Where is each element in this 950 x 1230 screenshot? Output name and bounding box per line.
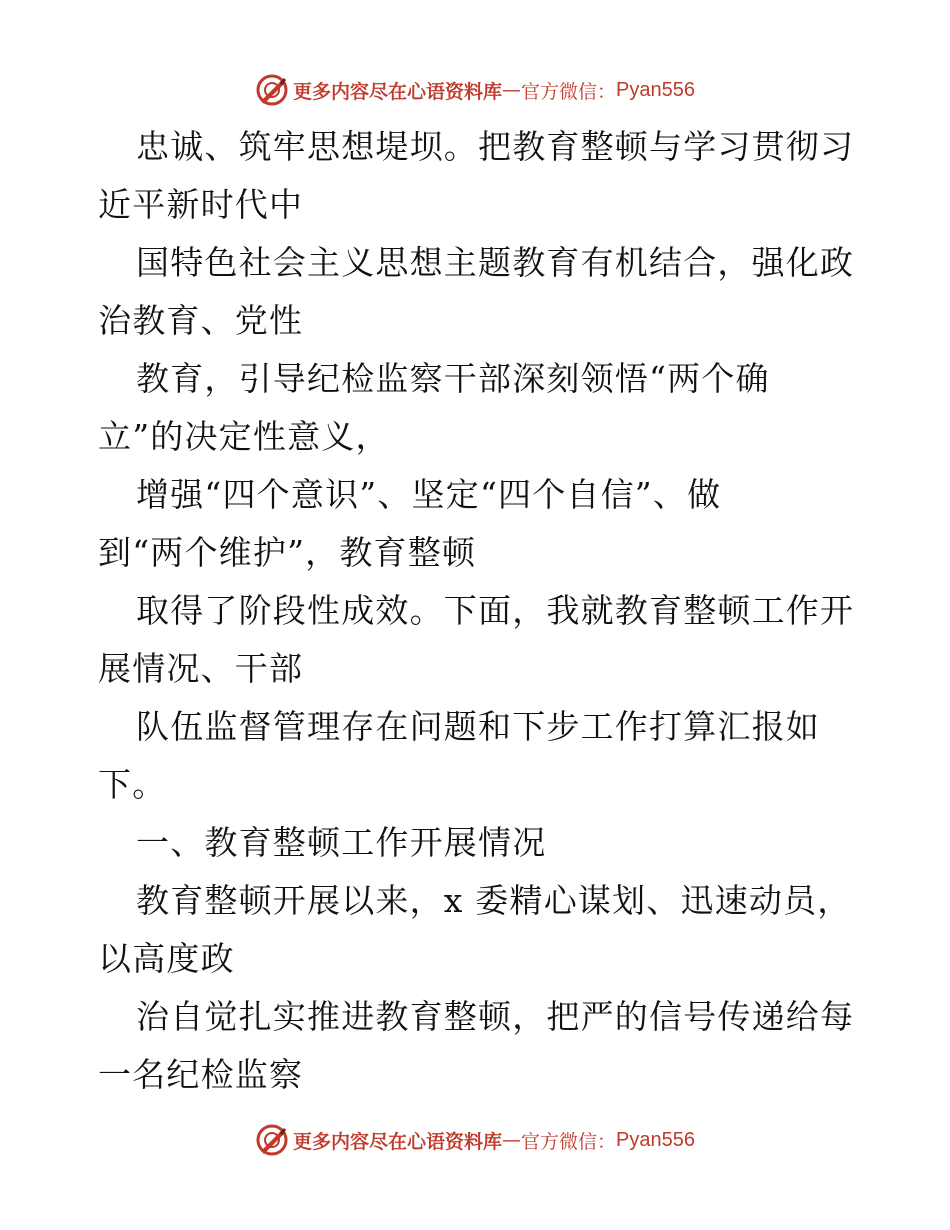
text-line: 增强“四个意识”、坚定“四个自信”、做: [136, 475, 722, 514]
banner-dash: —: [502, 79, 522, 101]
text-line: 治教育、党性: [98, 301, 304, 340]
text-line: 治自觉扎实推进教育整顿，把严的信号传递给每: [136, 997, 855, 1036]
text-line: 到“两个维护”，教育整顿: [98, 533, 477, 572]
text-line: 展情况、干部: [98, 649, 304, 688]
text-line: 教育，引导纪检监察干部深刻领悟“两个确: [136, 359, 770, 398]
banner-site-text: 更多内容尽在心语资料库: [293, 80, 503, 103]
banner-dash: —: [502, 1129, 522, 1151]
document-body: [98, 118, 858, 1104]
section-heading: 一、教育整顿工作开展情况: [136, 823, 547, 862]
banner-official-label: 官方微信：: [521, 80, 617, 103]
text-line: 教育整顿开展以来，x 委精心谋划、迅速动员，: [136, 881, 852, 920]
banner-account-id: Pyan556: [616, 78, 695, 101]
header-banner[interactable]: [0, 70, 950, 110]
brand-logo-icon: [255, 73, 289, 107]
footer-banner[interactable]: [0, 1120, 950, 1160]
banner-site-text: 更多内容尽在心语资料库: [293, 1130, 503, 1153]
text-line: 队伍监督管理存在问题和下步工作打算汇报如: [136, 707, 820, 746]
banner-account-id: Pyan556: [616, 1128, 695, 1151]
text-line: 近平新时代中: [98, 185, 304, 224]
text-line: 一名纪检监察: [98, 1055, 304, 1094]
brand-logo-icon: [255, 1123, 289, 1157]
text-line: 下。: [98, 765, 167, 804]
text-line: 以高度政: [98, 939, 235, 978]
text-line: 取得了阶段性成效。下面，我就教育整顿工作开: [136, 591, 855, 630]
text-line: 国特色社会主义思想主题教育有机结合，强化政: [136, 243, 855, 282]
text-line: 立”的决定性意义，: [98, 417, 390, 456]
text-line: 忠诚、筑牢思想堤坝。把教育整顿与学习贯彻习: [136, 127, 855, 166]
banner-official-label: 官方微信：: [521, 1130, 617, 1153]
